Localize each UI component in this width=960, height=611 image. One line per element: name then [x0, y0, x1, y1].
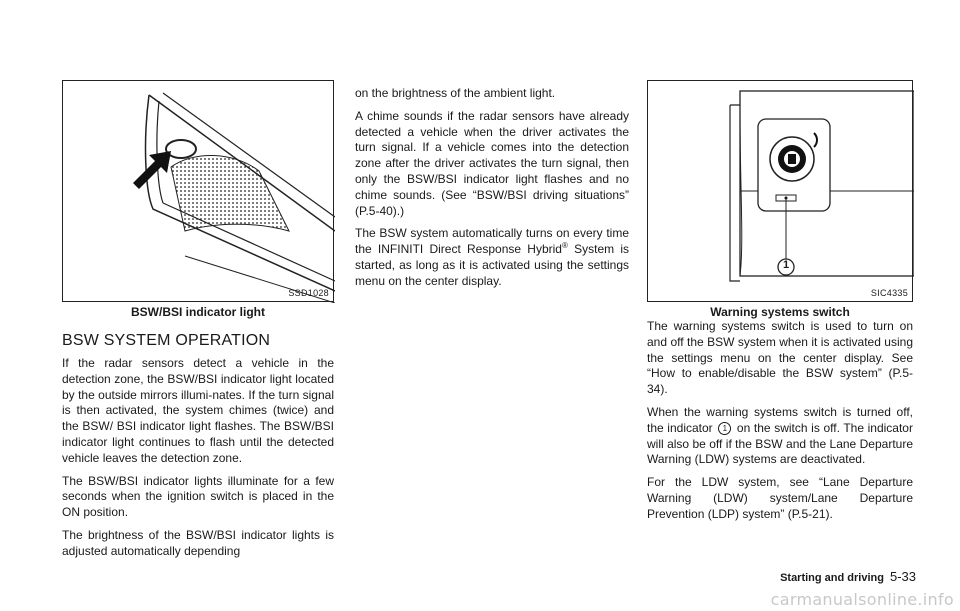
paragraph: The brightness of the BSW/BSI indicator lights is adjusted automatically depending: [62, 527, 334, 558]
figure-caption: Warning systems switch: [710, 305, 850, 319]
figure-code: SIC4335: [870, 288, 908, 298]
paragraph-text: on the switch is off. The indicator will also be off if the BSW and the Lane Departure Warning (LDW) systems are deactivated.: [647, 420, 913, 467]
pointer-arrow-icon: [133, 151, 171, 189]
callout-number: 1: [782, 259, 790, 271]
paragraph-text: When the warning systems switch is turned off, the indicator: [647, 404, 913, 435]
figure-code: SSD1028: [288, 288, 329, 298]
paragraph: [647, 405, 913, 468]
page-number: 5-33: [889, 569, 916, 584]
registered-mark: ®: [561, 241, 568, 251]
paragraph-text: System is started, as long as it is activated using the settings menu on the center display.: [355, 242, 629, 288]
paragraph: [355, 226, 629, 289]
column-middle: [355, 86, 629, 297]
page-footer: [780, 569, 916, 584]
figure-caption: BSW/BSI indicator light: [131, 305, 265, 319]
paragraph: The BSW/BSI indicator lights illuminate for a few seconds when the ignition switch is placed in the ON position.: [62, 473, 334, 520]
paragraph: A chime sounds if the radar sensors have already detected a vehicle when the driver activates the turn signal. If a vehicle comes into the detection zone after the driver activates the turn signal, then only the BSW/BSI indicator light flashes and no chime sounds. (See “BSW/BSI driving situations” (P.5-40).): [355, 108, 629, 218]
figure-warning-switch: [647, 80, 913, 302]
column-right: [647, 80, 913, 530]
callout-marker: 1: [718, 422, 731, 435]
column-left: [62, 80, 334, 567]
watermark: carmanualsonline.info: [770, 590, 954, 609]
paragraph: For the LDW system, see “Lane Departure Warning (LDW) system/Lane Departure Prevention (LDP) system” (P.5-21).: [647, 475, 913, 521]
footer-section: Starting and driving: [780, 572, 884, 584]
paragraph: The warning systems switch is used to turn on and off the BSW system when it is activated using the settings menu on the center display. See “How to enable/disable the BSW system” (P.5-34).: [647, 319, 913, 397]
paragraph: If the radar sensors detect a vehicle in the detection zone, the BSW/BSI indicator light located by the outside mirrors illumi-nates. If the turn signal is then activated, the system chimes (twice) and the BSW/ BSI indicator light flashes. The BSW/BSI indicator light continues to flash until the detected vehicle leaves the detection zone.: [62, 356, 334, 465]
bsw-indicator-illustration: [63, 81, 335, 303]
section-heading: BSW SYSTEM OPERATION: [62, 332, 271, 349]
paragraph: on the brightness of the ambient light.: [355, 86, 556, 100]
paragraph-text: The BSW system automatically turns on every time the INFINITI Direct Response Hybrid: [355, 226, 629, 257]
figure-bsw-indicator: [62, 80, 334, 302]
